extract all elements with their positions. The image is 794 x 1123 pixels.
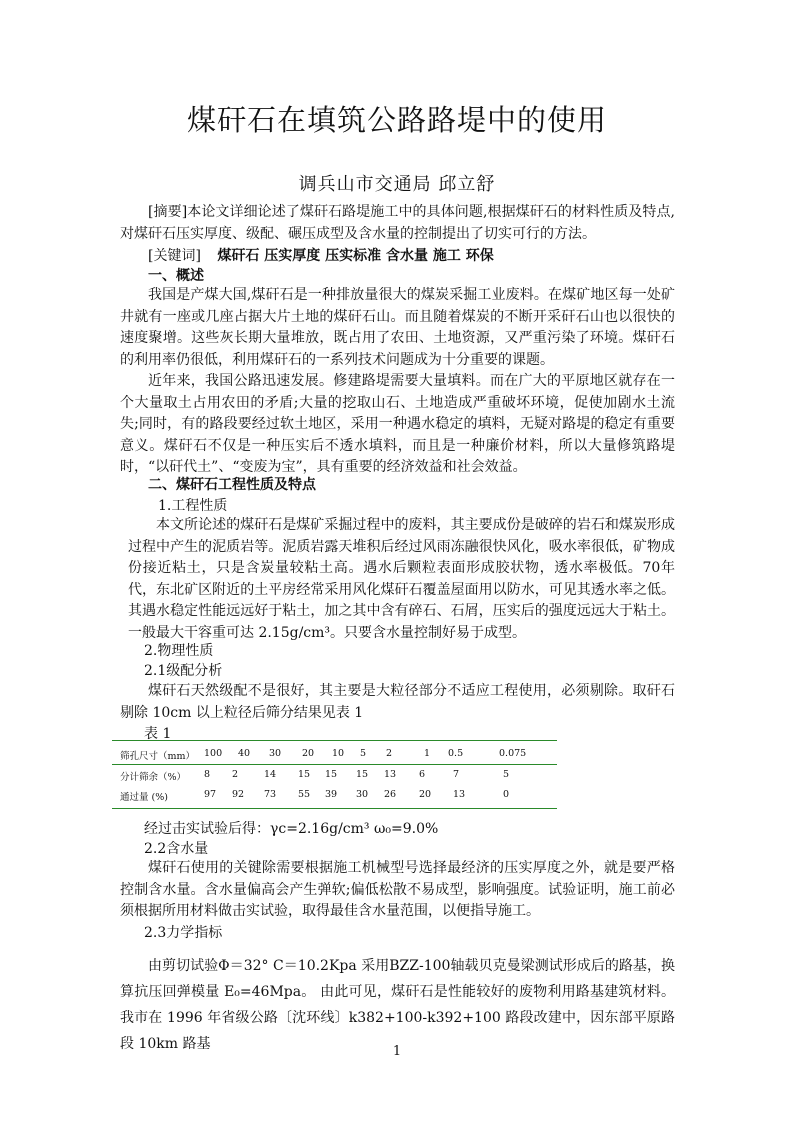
table-cell: 15 (298, 769, 311, 780)
subheading-physical: 2.物理性质 (144, 643, 214, 659)
keywords: 煤矸石 压实厚度 压实标准 含水量 施工 环保 (217, 248, 494, 264)
table-row (112, 789, 557, 803)
table-row (112, 769, 557, 783)
table-caption: 表 1 (144, 726, 172, 742)
paragraph-overview-2: 近年来，我国公路迅速发展。修建路堤需要大量填料。而在广大的平原地区就存在一个大量取土占用农田的矛盾;大量的挖取山石、土地造成严重破坏环境，促使加剧水土流失;同时，有的路段要经过软土地区，采用一种遇水稳定的填料，无疑对路堤的稳定有重要意义。煤矸石不仅是一种压实后不透水填料，而且是一种廉价材料，所以大量修筑路堤时，“以矸代土”、“变废为宝”，具有重要的经济效益和社会效益。 (120, 373, 675, 475)
table-cell: 6 (419, 769, 426, 780)
sieve-table (112, 740, 557, 810)
table-cell: 92 (232, 789, 245, 800)
table-cell: 100 (204, 748, 223, 759)
table-cell: 5 (360, 748, 367, 759)
paragraph-engineering: 本文所论述的煤矸石是煤矿采掘过程中的废料，其主要成份是破碎的岩石和煤炭形成过程中产生的泥质岩等。泥质岩露天堆积后经过风雨冻融很快风化，吸水率很低，矿物成份接近粘土，只是含炭量较粘土高。遇水后颗粒表面形成胶状物，透水率极低。70年代，东北矿区附近的土平房经常采用风化煤矸石覆盖屋面用以防水，可见其透水率之低。其遇水稳定性能远远好于粘土，加之其中含有碎石、石屑，压实后的强度远远大于粘土。一般最大干容重可达 2.15g/cm³。只要含水量控制好易于成型。 (128, 517, 675, 641)
subheading-mechanics: 2.3力学指标 (144, 925, 223, 941)
table-cell: 13 (453, 789, 466, 800)
table-cell: 30 (269, 748, 282, 759)
document-title: 煤矸石在填筑公路路堤中的使用 (186, 103, 607, 137)
table-cell: 2 (232, 769, 239, 780)
section-heading-properties: 二、煤矸石工程性质及特点 (148, 477, 316, 493)
table-cell: 97 (204, 789, 217, 800)
table-row-label: 筛孔尺寸（mm） (120, 751, 196, 762)
paragraph-mechanics: 由剪切试验Φ＝32° C＝10.2Kpa 采用BZZ-100轴载贝克曼梁测试形成后的路基，换算抗压回弹模量 E₀=46Mpa。 由此可见，煤矸石是性能较好的废物利用路基建筑材料。我市在 1996 年省级公路〔沈环线〕k382+100-k392+100 路段改建中，因东部平原路段 10km 路基 (120, 958, 675, 1052)
table-cell: 30 (356, 789, 369, 800)
author-line: 调兵山市交通局 邱立舒 (298, 174, 496, 195)
table-cell: 20 (419, 789, 432, 800)
table-row-label: 通过量 (%) (120, 792, 168, 803)
abstract: [摘要]本论文详细论述了煤矸石路堤施工中的具体问题,根据煤矸石的材料性质及特点,对煤矸石压实厚度、级配、碾压成型及含水量的控制提出了切实可行的方法。 (120, 204, 675, 242)
section-heading-overview: 一、概述 (148, 268, 204, 284)
keywords-line (148, 245, 494, 265)
table-cell: 55 (298, 789, 311, 800)
table-cell: 7 (453, 769, 460, 780)
table-cell: 0.075 (499, 748, 527, 759)
paragraph-overview-1: 我国是产煤大国,煤矸石是一种排放量很大的煤炭采掘工业废料。在煤矿地区每一处矿井就有一座或几座占据大片土地的煤矸石山。而且随着煤炭的不断开采矸石山也以很快的速度聚增。这些灰长期大量堆放，既占用了农田、土地资源，又严重污染了环境。煤矸石的利用率仍很低，利用煤矸石的一系列技术问题成为十分重要的课题。 (120, 287, 675, 368)
table-cell: 40 (238, 748, 251, 759)
paragraph-moisture: 煤矸石使用的关键除需要根据施工机械型号选择最经济的压实厚度之外，就是要严格控制含水量。含水量偏高会产生弹软;偏低松散不易成型，影响强度。试验证明，施工前必须根据所用材料做击实试验，取得最佳含水量范围，以便指导施工。 (120, 860, 675, 919)
table-cell: 15 (356, 769, 369, 780)
table-top-rule (112, 740, 557, 741)
table-cell: 39 (325, 789, 338, 800)
paragraph-gradation: 煤矸石天然级配不是很好，其主要是大粒径部分不适应工程使用，必须剔除。取矸石剔除 10cm 以上粒径后筛分结果见表 1 (120, 683, 675, 721)
page-number: 1 (392, 1044, 402, 1059)
table-cell: 0 (503, 789, 510, 800)
subheading-engineering: 1.工程性质 (158, 498, 228, 514)
table-cell: 8 (204, 769, 211, 780)
table-bottom-rule (112, 808, 557, 809)
table-cell: 1 (424, 748, 431, 759)
table-cell: 20 (302, 748, 315, 759)
keywords-label: [关键词] (148, 248, 201, 264)
table-cell: 5 (503, 769, 510, 780)
table-rule (112, 764, 557, 765)
table-cell: 73 (264, 789, 277, 800)
subheading-gradation: 2.1级配分析 (144, 663, 223, 679)
subheading-moisture: 2.2含水量 (144, 841, 209, 857)
table-cell: 13 (384, 769, 397, 780)
table-cell: 15 (325, 769, 338, 780)
table-cell: 10 (332, 748, 345, 759)
table-cell: 0.5 (448, 748, 464, 759)
table-row (112, 748, 557, 762)
table-cell: 2 (386, 748, 393, 759)
table-row-label: 分计筛余（%） (120, 772, 187, 783)
table-cell: 14 (264, 769, 277, 780)
compaction-result: 经过击实试验后得：γc=2.16g/cm³ ω₀=9.0% (144, 821, 439, 837)
table-cell: 26 (384, 789, 397, 800)
